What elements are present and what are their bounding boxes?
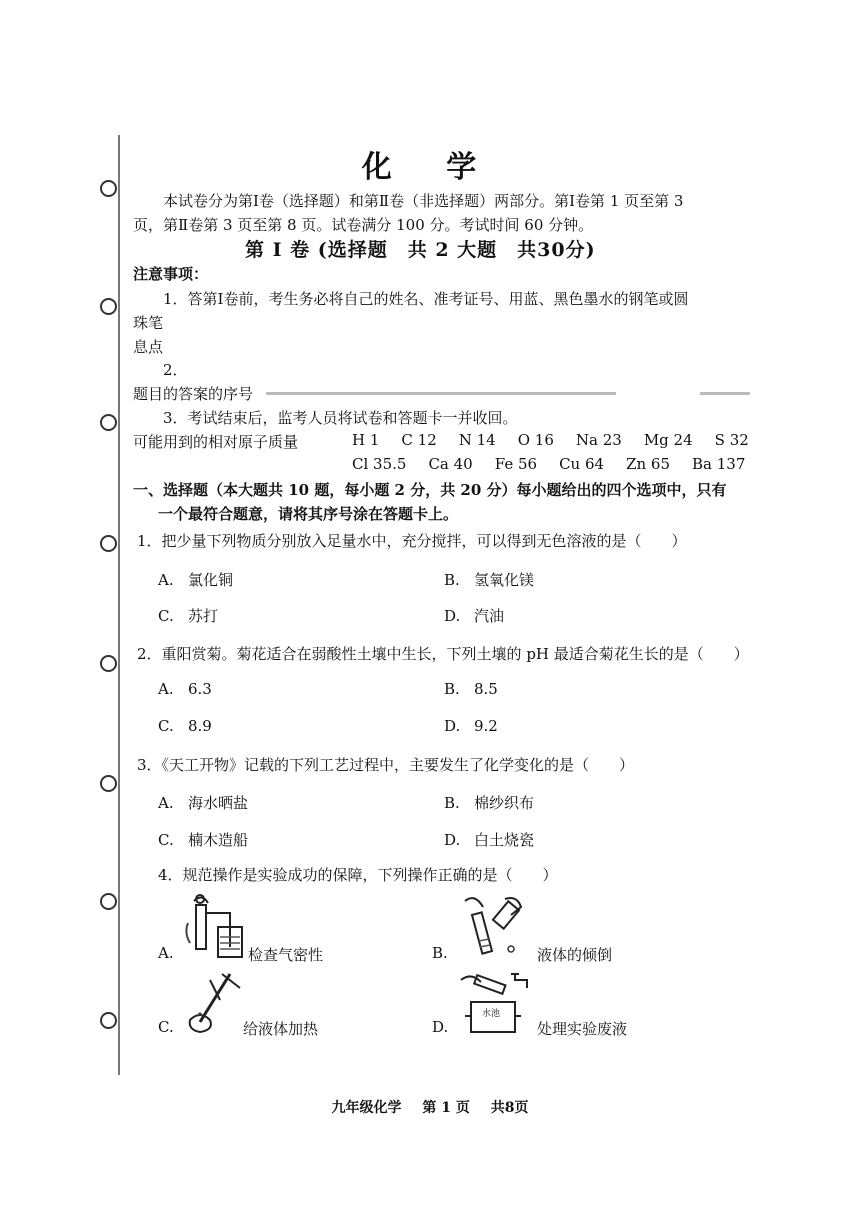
option-c: C. 苏打 xyxy=(158,607,219,625)
binding-hole xyxy=(100,893,117,910)
atomic-mass-row xyxy=(352,455,745,473)
option-a: A. 氯化铜 xyxy=(158,571,234,589)
obscured-text xyxy=(700,392,750,395)
option-c-label: 给液体加热 xyxy=(243,1020,319,1038)
option-c: C. 8.9 xyxy=(158,717,212,735)
option-b: B. 8.5 xyxy=(444,680,498,698)
waste-liquid-illustration xyxy=(455,970,535,1040)
binding-hole xyxy=(100,1012,117,1029)
atomic-mass: Cl 35.5 xyxy=(352,455,407,473)
atomic-mass: H 1 xyxy=(352,431,380,449)
atomic-mass-label: 可能用到的相对原子质量 xyxy=(133,433,299,451)
footer-total: 共8页 xyxy=(490,1100,529,1116)
option-d: D. 白土烧瓷 xyxy=(444,831,535,849)
intro-line: 页，第Ⅱ卷第 3 页至第 8 页。试卷满分 100 分。考试时间 60 分钟。 xyxy=(133,216,594,234)
page-footer xyxy=(0,1097,860,1117)
option-c: C. 楠木造船 xyxy=(158,831,249,849)
atomic-mass: Zn 65 xyxy=(626,455,671,473)
section-heading: 一、选择题（本大题共 10 题，每小题 2 分，共 20 分）每小题给出的四个选项中，只有 xyxy=(133,481,727,499)
option-a-label: 检查气密性 xyxy=(248,946,324,964)
atomic-mass: Fe 56 xyxy=(494,455,538,473)
notice-heading: 注意事项： xyxy=(133,265,209,283)
option-d: D. 9.2 xyxy=(444,717,498,735)
atomic-mass: Ba 137 xyxy=(692,455,746,473)
binding-line xyxy=(118,135,120,1075)
notice-item: 题目的答案的序号 xyxy=(133,385,254,403)
notice-item: 1．答第Ⅰ卷前，考生务必将自己的姓名、准考证号、用蓝、黑色墨水的钢笔或圆 xyxy=(163,290,689,308)
atomic-mass: O 16 xyxy=(517,431,554,449)
option-a: A. 6.3 xyxy=(158,680,212,698)
atomic-mass: Mg 24 xyxy=(643,431,693,449)
option-b-label: 液体的倾倒 xyxy=(537,946,613,964)
liquid-pouring-illustration xyxy=(455,893,535,963)
option-d: D. 汽油 xyxy=(444,607,505,625)
intro-line: 本试卷分为第Ⅰ卷（选择题）和第Ⅱ卷（非选择题）两部分。第Ⅰ卷第 1 页至第 3 xyxy=(163,192,684,210)
atomic-mass-row xyxy=(352,431,749,449)
atomic-mass: Na 23 xyxy=(575,431,622,449)
atomic-mass: S 32 xyxy=(714,431,749,449)
binding-hole xyxy=(100,775,117,792)
atomic-mass: C 12 xyxy=(401,431,437,449)
question-stem: 1．把少量下列物质分别放入足量水中，充分搅拌，可以得到无色溶液的是（ ） xyxy=(137,532,687,550)
option-c-letter: C. xyxy=(158,1018,174,1036)
obscured-text xyxy=(266,392,616,395)
option-d-label: 处理实验废液 xyxy=(537,1020,628,1038)
question-stem: 4．规范操作是实验成功的保障，下列操作正确的是（ ） xyxy=(158,866,558,884)
atomic-mass: N 14 xyxy=(458,431,496,449)
notice-item: 3．考试结束后，监考人员将试卷和答题卡一并收回。 xyxy=(163,409,518,427)
notice-item: 珠笔 xyxy=(133,314,164,332)
question-stem: 3．《天工开物》记载的下列工艺过程中，主要发生了化学变化的是（ ） xyxy=(137,756,635,774)
binding-hole xyxy=(100,535,117,552)
footer-page: 第 1 页 xyxy=(422,1100,470,1116)
option-d-letter: D. xyxy=(432,1018,449,1036)
binding-hole xyxy=(100,414,117,431)
page-title: 化 学 xyxy=(361,150,499,185)
volume-title: 第 Ⅰ 卷 (选择题 共 2 大题 共30分) xyxy=(245,239,596,261)
atomic-mass: Ca 40 xyxy=(428,455,473,473)
section-heading: 一个最符合题意，请将其序号涂在答题卡上。 xyxy=(158,505,459,523)
notice-item: 息点 xyxy=(133,338,164,356)
option-a-letter: A. xyxy=(158,944,174,962)
option-b: B. 棉纱织布 xyxy=(444,794,535,812)
option-a: A. 海水晒盐 xyxy=(158,794,249,812)
notice-item: 2． xyxy=(163,361,188,379)
binding-hole xyxy=(100,298,117,315)
atomic-mass: Cu 64 xyxy=(559,455,605,473)
heating-liquid-illustration xyxy=(180,970,250,1040)
option-b: B. 氢氧化镁 xyxy=(444,571,535,589)
sink-label: 水池 xyxy=(482,1009,501,1019)
option-b-letter: B. xyxy=(432,944,448,962)
airtightness-check-illustration xyxy=(180,893,250,963)
binding-hole xyxy=(100,655,117,672)
footer-subject: 九年级化学 xyxy=(331,1100,402,1116)
question-stem: 2．重阳赏菊。菊花适合在弱酸性土壤中生长，下列土壤的 pH 最适合菊花生长的是（ ） xyxy=(137,645,749,663)
